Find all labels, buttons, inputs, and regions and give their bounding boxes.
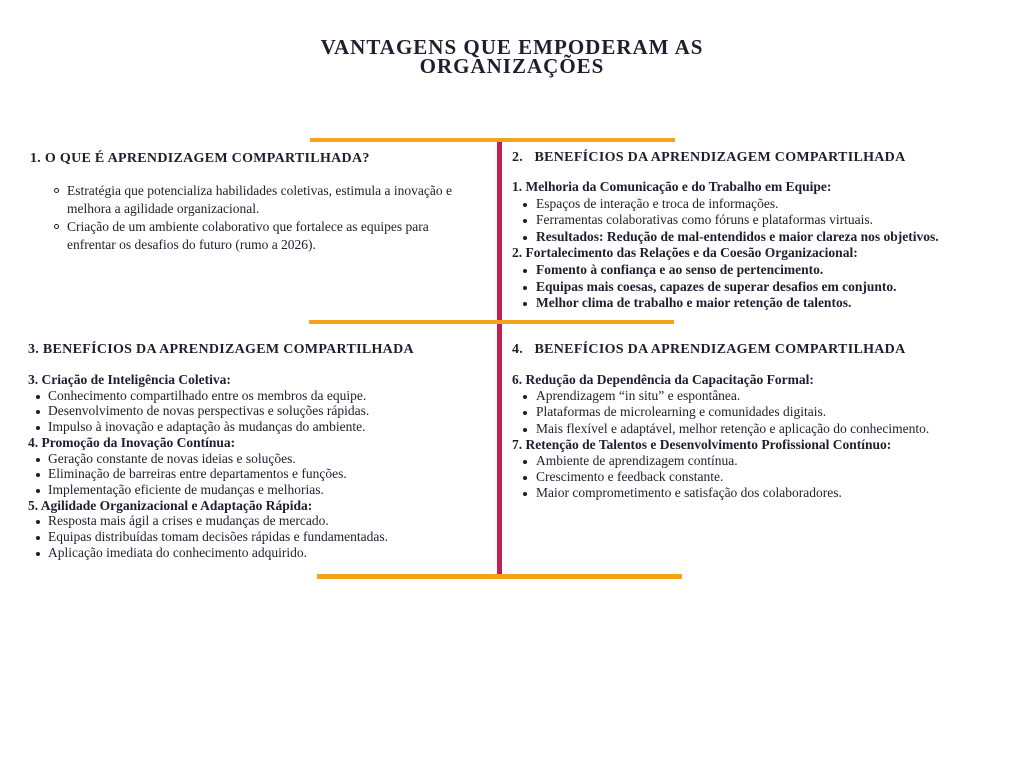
group-title: 1. Melhoria da Comunicação e do Trabalho em Equipe: <box>512 179 832 194</box>
page-title-line-1: VANTAGENS QUE EMPODERAM AS <box>320 35 704 59</box>
bullet-list <box>28 388 498 435</box>
bullet-text: Espaços de interação e troca de informações. <box>536 195 779 211</box>
dot-bullet-icon <box>36 536 40 540</box>
bullet-item <box>512 295 1002 312</box>
dot-bullet-icon <box>36 458 40 462</box>
bullet-item <box>28 482 498 498</box>
bullet-text: Melhor clima de trabalho e maior retenção de talentos. <box>536 295 852 311</box>
bullet-item <box>28 529 498 545</box>
dot-bullet-icon <box>36 489 40 493</box>
dot-bullet-icon <box>523 302 527 306</box>
bullet-item <box>28 545 498 561</box>
open-circle-bullet-icon <box>54 188 59 193</box>
open-circle-bullet-icon <box>54 224 59 229</box>
dot-bullet-icon <box>523 203 527 207</box>
bullet-list <box>512 388 1002 437</box>
bullet-text: Eliminação de barreiras entre departamentos e funções. <box>48 466 347 482</box>
bullet-text: Equipas distribuídas tomam decisões rápidas e fundamentadas. <box>48 529 389 545</box>
bullet-text: Plataformas de microlearning e comunidades digitais. <box>536 404 827 420</box>
bullet-text: Impulso à inovação e adaptação às mudanças do ambiente. <box>48 419 366 435</box>
bullet-item <box>28 466 498 482</box>
group-title: 4. Promoção da Inovação Contínua: <box>28 434 236 450</box>
bullet-item <box>30 218 478 254</box>
bullet-item <box>512 453 1002 469</box>
quadrant-bottom-left-heading: 3. BENEFÍCIOS DA APRENDIZAGEM COMPARTILHADA <box>28 342 414 357</box>
bullet-item <box>512 421 1002 437</box>
bullet-text: Crescimento e feedback constante. <box>536 469 724 485</box>
dot-bullet-icon <box>36 410 40 414</box>
quadrant-top-right-content <box>512 179 1002 312</box>
dot-bullet-icon <box>523 411 527 415</box>
group-title: 6. Redução da Dependência da Capacitação Formal: <box>512 372 814 387</box>
quadrant-top-right <box>512 149 1002 312</box>
bullet-list <box>28 513 498 560</box>
dot-bullet-icon <box>523 219 527 223</box>
dot-bullet-icon <box>36 520 40 524</box>
bullet-text: Fomento à confiança e ao senso de pertencimento. <box>536 261 824 277</box>
bullet-item <box>28 388 498 404</box>
bullet-item <box>512 262 1002 279</box>
page-title <box>0 35 1024 78</box>
bullet-item <box>512 279 1002 296</box>
bullet-text: Aplicação imediata do conhecimento adquirido. <box>48 544 308 560</box>
quadrant-top-right-heading: 2. BENEFÍCIOS DA APRENDIZAGEM COMPARTILHADA <box>512 150 906 165</box>
bullet-text: Resultados: Redução de mal-entendidos e maior clareza nos objetivos. <box>536 228 939 244</box>
bullet-text: Estratégia que potencializa habilidades coletivas, estimula a inovação e melhora a agilidade organizacional. <box>67 183 452 216</box>
bullet-item <box>28 513 498 529</box>
bullet-text: Implementação eficiente de mudanças e melhorias. <box>48 481 324 497</box>
quadrant-bottom-right-heading: 4. BENEFÍCIOS DA APRENDIZAGEM COMPARTILHADA <box>512 342 906 357</box>
dot-bullet-icon <box>36 395 40 399</box>
bullet-text: Resposta mais ágil a crises e mudanças de mercado. <box>48 513 329 529</box>
dot-bullet-icon <box>523 286 527 290</box>
group-title: 2. Fortalecimento das Relações e da Coesão Organizacional: <box>512 245 858 261</box>
bullet-text: Desenvolvimento de novas perspectivas e soluções rápidas. <box>48 403 370 419</box>
dot-bullet-icon <box>523 460 527 464</box>
bullet-item <box>512 196 1002 213</box>
bullet-item <box>512 229 1002 246</box>
group-title: 3. Criação de Inteligência Coletiva: <box>28 372 231 387</box>
bullet-text: Mais flexível e adaptável, melhor retenção e aplicação do conhecimento. <box>536 420 930 436</box>
bullet-item <box>28 403 498 419</box>
page-title-line-2: ORGANIZAÇÕES <box>419 54 605 78</box>
quadrant-bottom-right <box>512 341 1002 502</box>
bullet-text: Aprendizagem “in situ” e espontânea. <box>536 388 741 404</box>
quadrant-top-left <box>30 150 478 254</box>
quadrant-top-left-heading: 1. O QUE É APRENDIZAGEM COMPARTILHADA? <box>30 151 370 166</box>
bullet-item <box>512 469 1002 485</box>
vertical-divider <box>497 141 502 574</box>
bullet-item <box>28 419 498 435</box>
bullet-text: Ferramentas colaborativas como fóruns e plataformas virtuais. <box>536 212 874 228</box>
quadrant-bottom-right-content <box>512 372 1002 502</box>
bottom-divider <box>317 574 682 579</box>
bullet-item <box>512 404 1002 420</box>
middle-divider <box>309 320 674 324</box>
bullet-text: Geração constante de novas ideias e soluções. <box>48 450 296 466</box>
dot-bullet-icon <box>36 473 40 477</box>
top-divider <box>310 138 675 142</box>
bullet-item <box>30 182 478 218</box>
bullet-text: Conhecimento compartilhado entre os membros da equipe. <box>48 387 367 403</box>
bullet-list <box>28 451 498 498</box>
bullet-list <box>30 182 478 254</box>
dot-bullet-icon <box>523 476 527 480</box>
bullet-item <box>512 388 1002 404</box>
bullet-text: Maior comprometimento e satisfação dos colaboradores. <box>536 485 842 501</box>
dot-bullet-icon <box>523 269 527 273</box>
group-title: 7. Retenção de Talentos e Desenvolvimento Profissional Contínuo: <box>512 436 892 452</box>
group-title: 5. Agilidade Organizacional e Adaptação Rápida: <box>28 497 313 513</box>
bullet-text: Criação de um ambiente colaborativo que fortalece as equipes para enfrentar os desafios do futuro (rumo a 2026). <box>67 219 429 252</box>
dot-bullet-icon <box>523 395 527 399</box>
bullet-list <box>512 453 1002 502</box>
dot-bullet-icon <box>36 552 40 556</box>
bullet-list <box>512 196 1002 246</box>
bullet-item <box>28 451 498 467</box>
bullet-list <box>512 262 1002 312</box>
dot-bullet-icon <box>523 492 527 496</box>
bullet-text: Equipas mais coesas, capazes de superar desafios em conjunto. <box>536 278 897 294</box>
quadrant-top-left-content <box>30 182 478 254</box>
dot-bullet-icon <box>523 236 527 240</box>
bullet-text: Ambiente de aprendizagem contínua. <box>536 453 738 469</box>
quadrant-bottom-left-content <box>28 372 498 560</box>
bullet-item <box>512 485 1002 501</box>
dot-bullet-icon <box>523 428 527 432</box>
quadrant-bottom-left <box>28 341 498 560</box>
dot-bullet-icon <box>36 426 40 430</box>
bullet-item <box>512 212 1002 229</box>
